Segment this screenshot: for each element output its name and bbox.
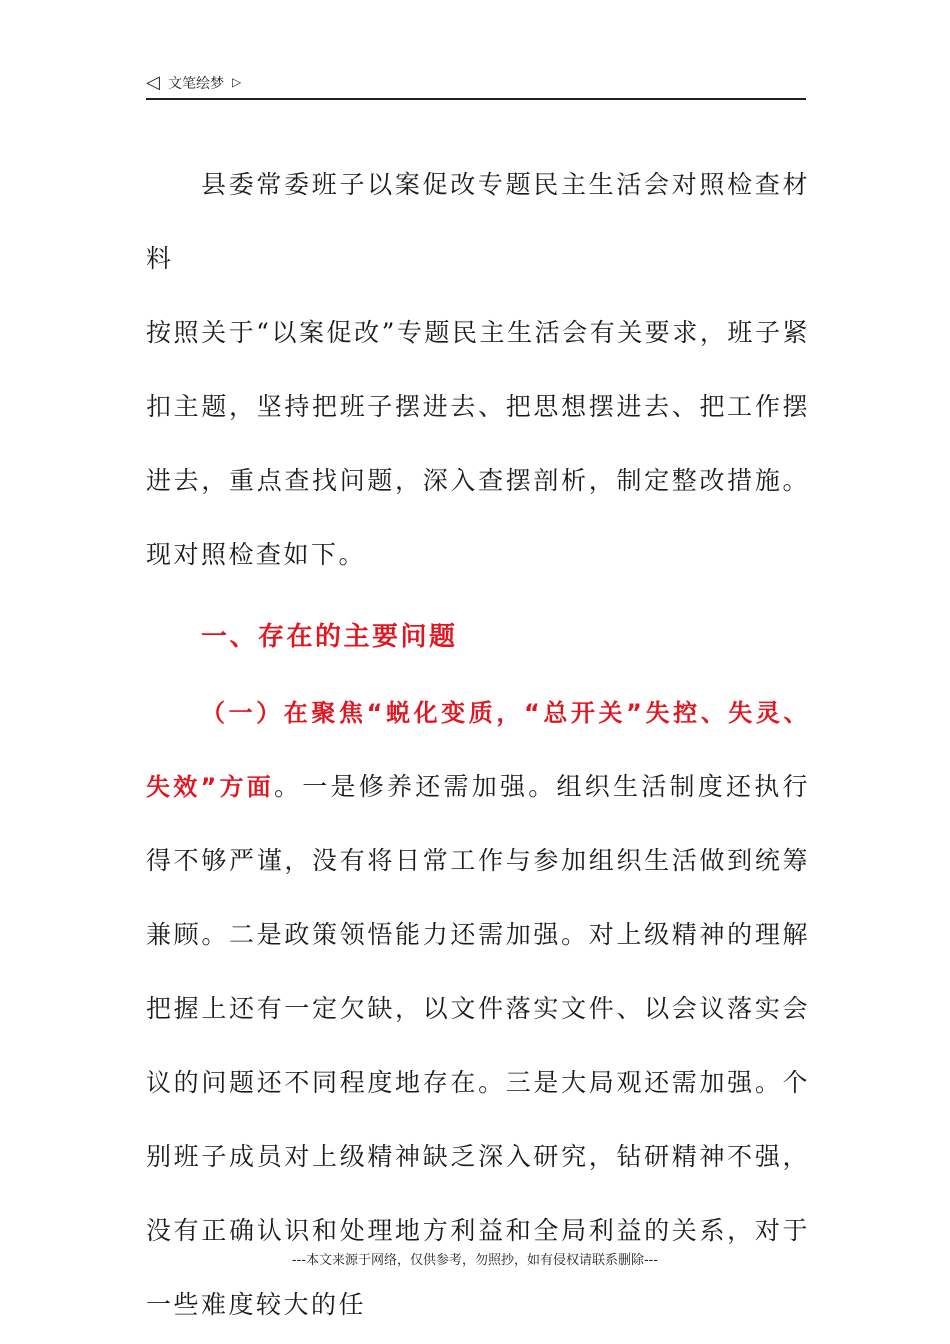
intro-paragraph: 按照关于“以案促改”专题民主生活会有关要求，班子紧扣主题，坚持把班子摆进去、把思想摆进去、把工作摆进去，重点查找问题，深入查摆剖析，制定整改措施。现对照检查如下。 xyxy=(146,318,810,569)
document-title: 县委常委班子以案促改专题民主生活会对照检查材料 xyxy=(146,170,810,273)
document-body xyxy=(146,148,810,1342)
sub-heading: （一）在聚焦“蜕化变质，“总开关”失控、失灵、失效”方面 xyxy=(146,699,810,801)
footer-disclaimer: ---本文来源于网络，仅供参考，勿照抄，如有侵权请联系删除--- xyxy=(291,1253,659,1268)
problem-paragraph xyxy=(146,676,810,1342)
section-heading: 一、存在的主要问题 xyxy=(201,622,458,652)
header-title: 文笔绘梦 xyxy=(168,76,224,92)
triangle-right-icon: ▷ xyxy=(232,75,242,89)
page-header xyxy=(146,70,806,100)
sub-heading-text: 。一是修养还需加强。组织生活制度还执行得不够严谨，没有将日常工作与参加组织生活做到统筹兼顾。二是政策领悟能力还需加强。对上级精神的理解把握上还有一定欠缺，以文件落实文件、以会议落实会议的问题还不同程度地存在。三是大局观还需加强。个别班子成员对上级精神缺乏深入研究，钻研精神不强，没有正确认识和处理地方利益和全局利益的关系，对于一些难度较大的任 xyxy=(146,772,810,1319)
triangle-left-icon: ◁ xyxy=(146,72,160,93)
